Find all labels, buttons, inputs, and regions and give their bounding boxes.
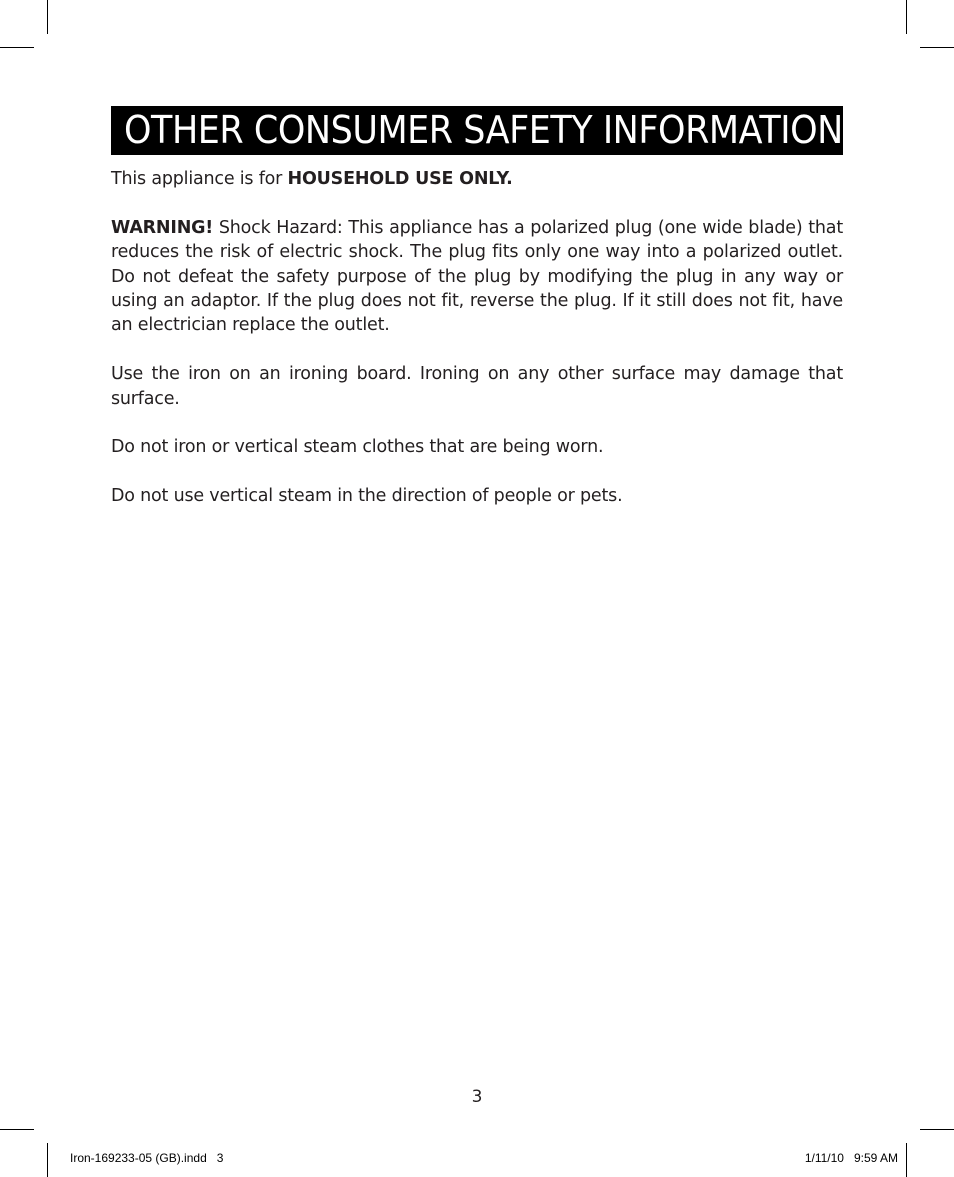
household-prefix: This appliance is for xyxy=(111,169,288,189)
warning-paragraph xyxy=(111,216,843,338)
worn-clothes-paragraph: Do not iron or vertical steam clothes that are being worn. xyxy=(111,437,604,458)
household-use-paragraph xyxy=(111,167,843,191)
warning-label: WARNING! xyxy=(111,217,214,238)
people-pets-paragraph: Do not use vertical steam in the direction of people or pets. xyxy=(111,486,623,507)
safety-content xyxy=(111,167,843,533)
ironing-board-paragraph: Use the iron on an ironing board. Ironing on any other surface may damage that surface. xyxy=(111,364,843,409)
crop-mark-top-right-horizontal xyxy=(920,47,954,48)
page-number: 3 xyxy=(471,1087,483,1107)
slug-timestamp: 1/11/10 9:59 AM xyxy=(804,1151,898,1165)
crop-mark-bottom-left-vertical xyxy=(47,1143,48,1177)
crop-mark-top-left-horizontal xyxy=(0,47,34,48)
crop-mark-top-right-vertical xyxy=(906,0,907,34)
page-title: OTHER CONSUMER SAFETY INFORMATION xyxy=(124,108,843,152)
crop-mark-bottom-left-horizontal xyxy=(0,1129,34,1130)
slug-file-name: Iron-169233-05 (GB).indd 3 xyxy=(70,1151,224,1165)
warning-text: Shock Hazard: This appliance has a polarized plug (one wide blade) that reduces the risk of electric shock. The plug fits only one way into a polarized outlet. Do not defeat the safety purpose of the plug by modifying the plug in any way or using an adaptor. If the plug does not fit, reverse the plug. If it still does not fit, have an electrician replace the outlet. xyxy=(111,217,843,336)
crop-mark-top-left-vertical xyxy=(47,0,48,34)
crop-mark-bottom-right-vertical xyxy=(906,1143,907,1177)
household-emphasis: HOUSEHOLD USE ONLY. xyxy=(287,169,513,189)
title-banner xyxy=(111,106,843,155)
crop-mark-bottom-right-horizontal xyxy=(920,1129,954,1130)
